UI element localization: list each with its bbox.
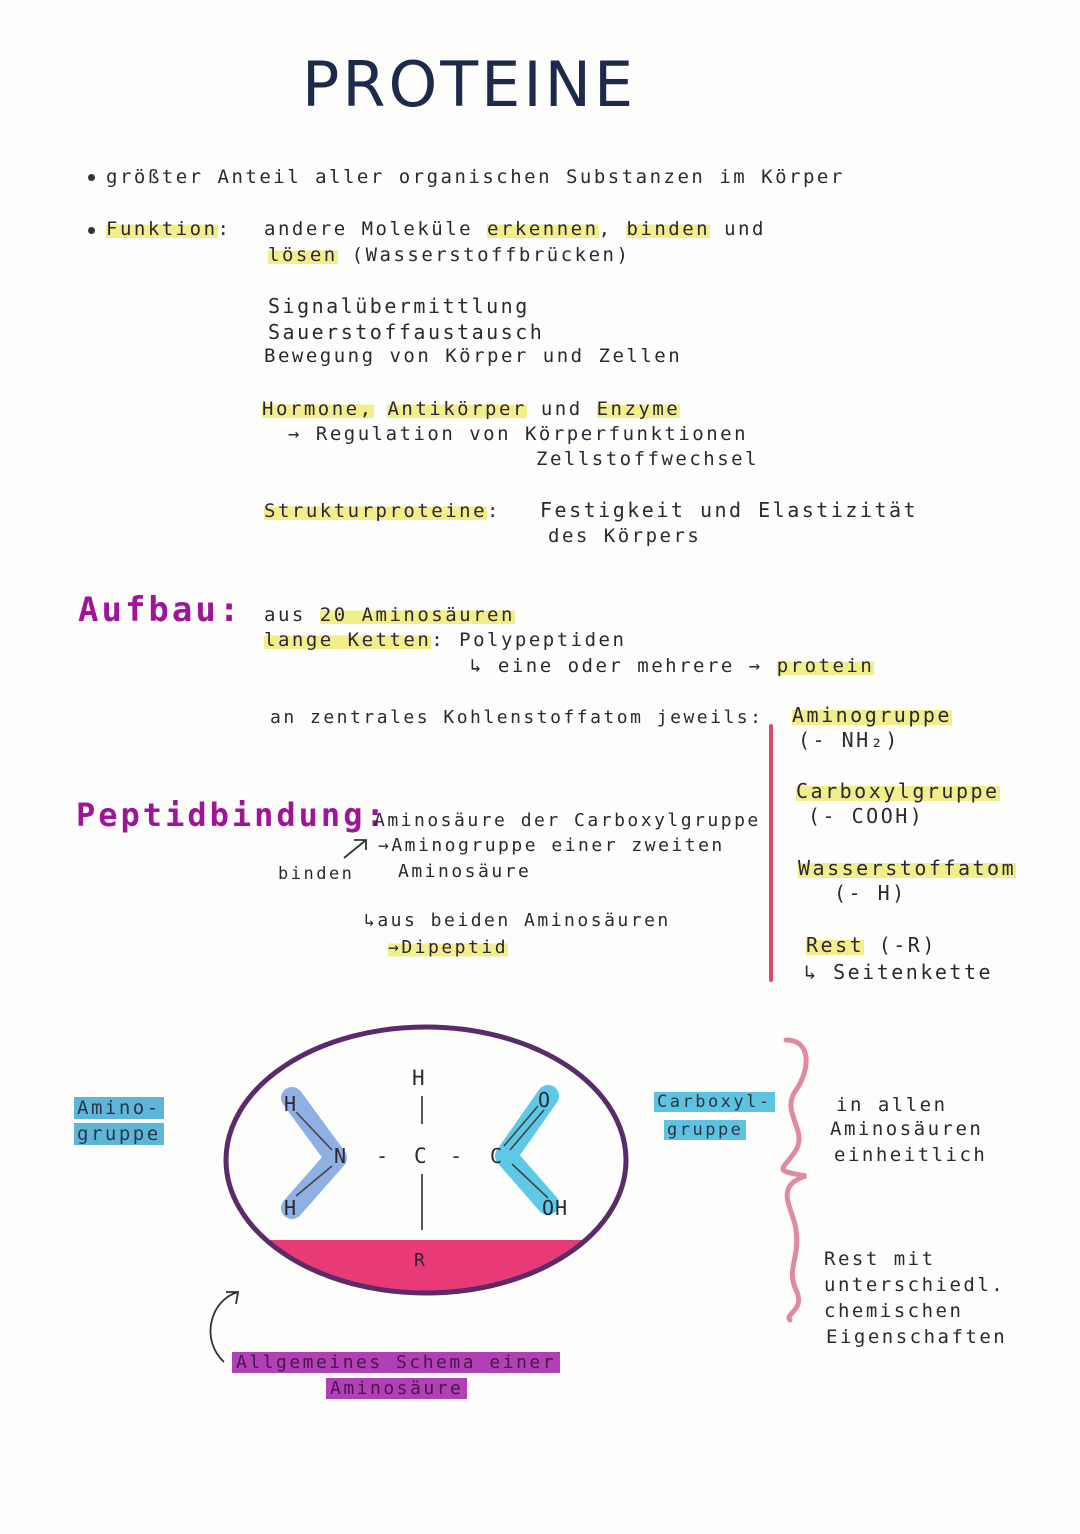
aufbau-mehrere: ↳ eine oder mehrere <box>470 655 735 677</box>
atom-h-left-bottom: H <box>284 1196 299 1220</box>
peptid-line-1: Aminosäure der Carboxylgruppe <box>374 810 761 831</box>
function-line-1 <box>106 218 231 240</box>
right-note-2: Aminosäuren <box>830 1118 984 1140</box>
group-carboxyl-formula: (- COOH) <box>808 804 925 828</box>
peptid-line-3: Aminosäure <box>398 861 532 882</box>
regulation-text: Regulation von Körperfunktionen <box>315 423 749 445</box>
caption-line-1 <box>232 1352 560 1373</box>
function-item-3: Bewegung von Körper und Zellen <box>264 345 683 367</box>
right-note-1: in allen <box>836 1094 948 1116</box>
right-note-4: Rest mit <box>824 1248 936 1270</box>
curly-brace <box>783 1040 806 1320</box>
function-line-1-text <box>264 218 766 240</box>
atom-c2: C <box>490 1144 505 1168</box>
atom-h-left-top: H <box>284 1092 299 1116</box>
atom-h-top: H <box>412 1066 428 1090</box>
group-amino-label: Aminogruppe <box>792 703 952 727</box>
group-rest-formula: (-R) <box>878 933 937 957</box>
atom-oh: OH <box>542 1196 569 1220</box>
atom-r: R <box>414 1250 428 1271</box>
function-colon: : <box>217 218 232 240</box>
aufbau-line-3 <box>470 655 874 677</box>
arrow-icon: → <box>288 423 302 445</box>
bullet-dot-1 <box>88 174 95 181</box>
hormones-und: und <box>540 398 583 420</box>
label-amino-1-text: Amino- <box>74 1097 164 1119</box>
aufbau-arrow: → <box>748 655 763 677</box>
aufbau-colon: : <box>750 707 764 728</box>
label-carboxyl-1-text: Carboxyl- <box>654 1092 775 1112</box>
binden-arrow-icon <box>340 836 370 860</box>
bond-dash-2: - <box>450 1144 465 1168</box>
label-carboxyl-2 <box>664 1120 746 1140</box>
divider-line <box>769 724 773 982</box>
struktur-text-1: Festigkeit und Elastizität <box>540 498 919 522</box>
rest-fill <box>200 1240 660 1360</box>
bullet-dot-2 <box>88 227 95 234</box>
right-note-7: Eigenschaften <box>826 1326 1008 1348</box>
aufbau-protein: protein <box>776 655 875 677</box>
dipeptid-text: →Dipeptid <box>388 937 509 958</box>
right-note-5: unterschiedl. <box>824 1274 1006 1296</box>
group-rest-label: Rest <box>806 933 865 957</box>
right-note-3: einheitlich <box>834 1144 988 1166</box>
aufbau-aus: aus <box>264 604 306 626</box>
peptid-line-5 <box>388 937 508 958</box>
group-wasser <box>798 856 1016 880</box>
caption-2-text: Aminosäure <box>326 1378 467 1399</box>
group-wasser-label: Wasserstoffatom <box>798 856 1017 880</box>
group-amino-formula: (- NH₂) <box>798 728 900 752</box>
antikoerper-text: Antikörper <box>387 398 527 420</box>
page-title: PROTEINE <box>302 48 637 121</box>
hormones-line <box>262 398 680 420</box>
struktur-colon: : <box>487 500 501 522</box>
peptid-binden: binden <box>278 864 355 884</box>
zellstoffwechsel-text: Zellstoffwechsel <box>536 448 760 470</box>
enzyme-text: Enzyme <box>596 398 681 420</box>
peptid-heading: Peptidbindung: <box>76 796 388 834</box>
label-amino-1 <box>74 1097 164 1119</box>
right-note-6: chemischen <box>824 1300 964 1322</box>
function-line-2 <box>268 244 630 266</box>
caption-line-2 <box>326 1378 467 1399</box>
group-amino <box>792 703 952 727</box>
struktur-label: Strukturproteine <box>264 500 488 522</box>
function-text-loesen: lösen <box>268 244 338 266</box>
peptid-line-2: →Aminogruppe einer zweiten <box>378 835 725 856</box>
aufbau-line-1 <box>264 604 515 626</box>
function-text-wasserstoff: (Wasserstoffbrücken) <box>351 244 631 266</box>
struktur-label-line <box>264 500 501 522</box>
function-item-1: Signalübermittlung <box>268 294 530 318</box>
bond-dash-1: - <box>376 1144 391 1168</box>
group-wasser-formula: (- H) <box>834 881 907 905</box>
caption-1-text: Allgemeines Schema einer <box>232 1352 560 1373</box>
aufbau-zentrales: an zentrales Kohlenstoffatom jeweils <box>270 707 751 728</box>
atom-o: O <box>538 1088 553 1112</box>
regulation-line <box>288 423 748 445</box>
atom-n: N <box>334 1144 349 1168</box>
peptid-line-4: ↳aus beiden Aminosäuren <box>364 910 671 931</box>
function-text-erkennen: erkennen <box>487 218 599 240</box>
group-rest <box>806 933 937 957</box>
label-carboxyl-2-text: gruppe <box>664 1120 746 1140</box>
atom-c: C <box>414 1144 430 1168</box>
function-text-a: andere Moleküle <box>264 218 474 240</box>
function-text-comma: , <box>598 218 613 240</box>
group-carboxyl-label: Carboxylgruppe <box>796 779 1000 803</box>
aufbau-polypeptiden: : Polypeptiden <box>431 629 627 651</box>
aufbau-line-4 <box>270 707 763 728</box>
bullet-text-1: größter Anteil aller organischen Substanzen im Körper <box>106 166 845 188</box>
label-amino-2-text: gruppe <box>74 1123 164 1145</box>
group-seitenkette: ↳ Seitenkette <box>804 960 994 984</box>
label-amino-2 <box>74 1123 164 1145</box>
function-text-binden: binden <box>626 218 711 240</box>
struktur-text-2: des Körpers <box>548 525 702 547</box>
hormone-text: Hormone, <box>262 398 374 420</box>
aufbau-heading: Aufbau: <box>78 590 243 630</box>
function-item-2: Sauerstoffaustausch <box>268 320 545 344</box>
function-text-und: und <box>724 218 766 240</box>
group-carboxyl <box>796 779 1000 803</box>
aufbau-line-2 <box>264 629 626 651</box>
function-label: Funktion <box>106 218 218 240</box>
aufbau-lange-ketten: lange Ketten <box>264 629 432 651</box>
aufbau-aminosaeuren: 20 Aminosäuren <box>319 604 515 626</box>
label-carboxyl-1 <box>654 1092 775 1112</box>
